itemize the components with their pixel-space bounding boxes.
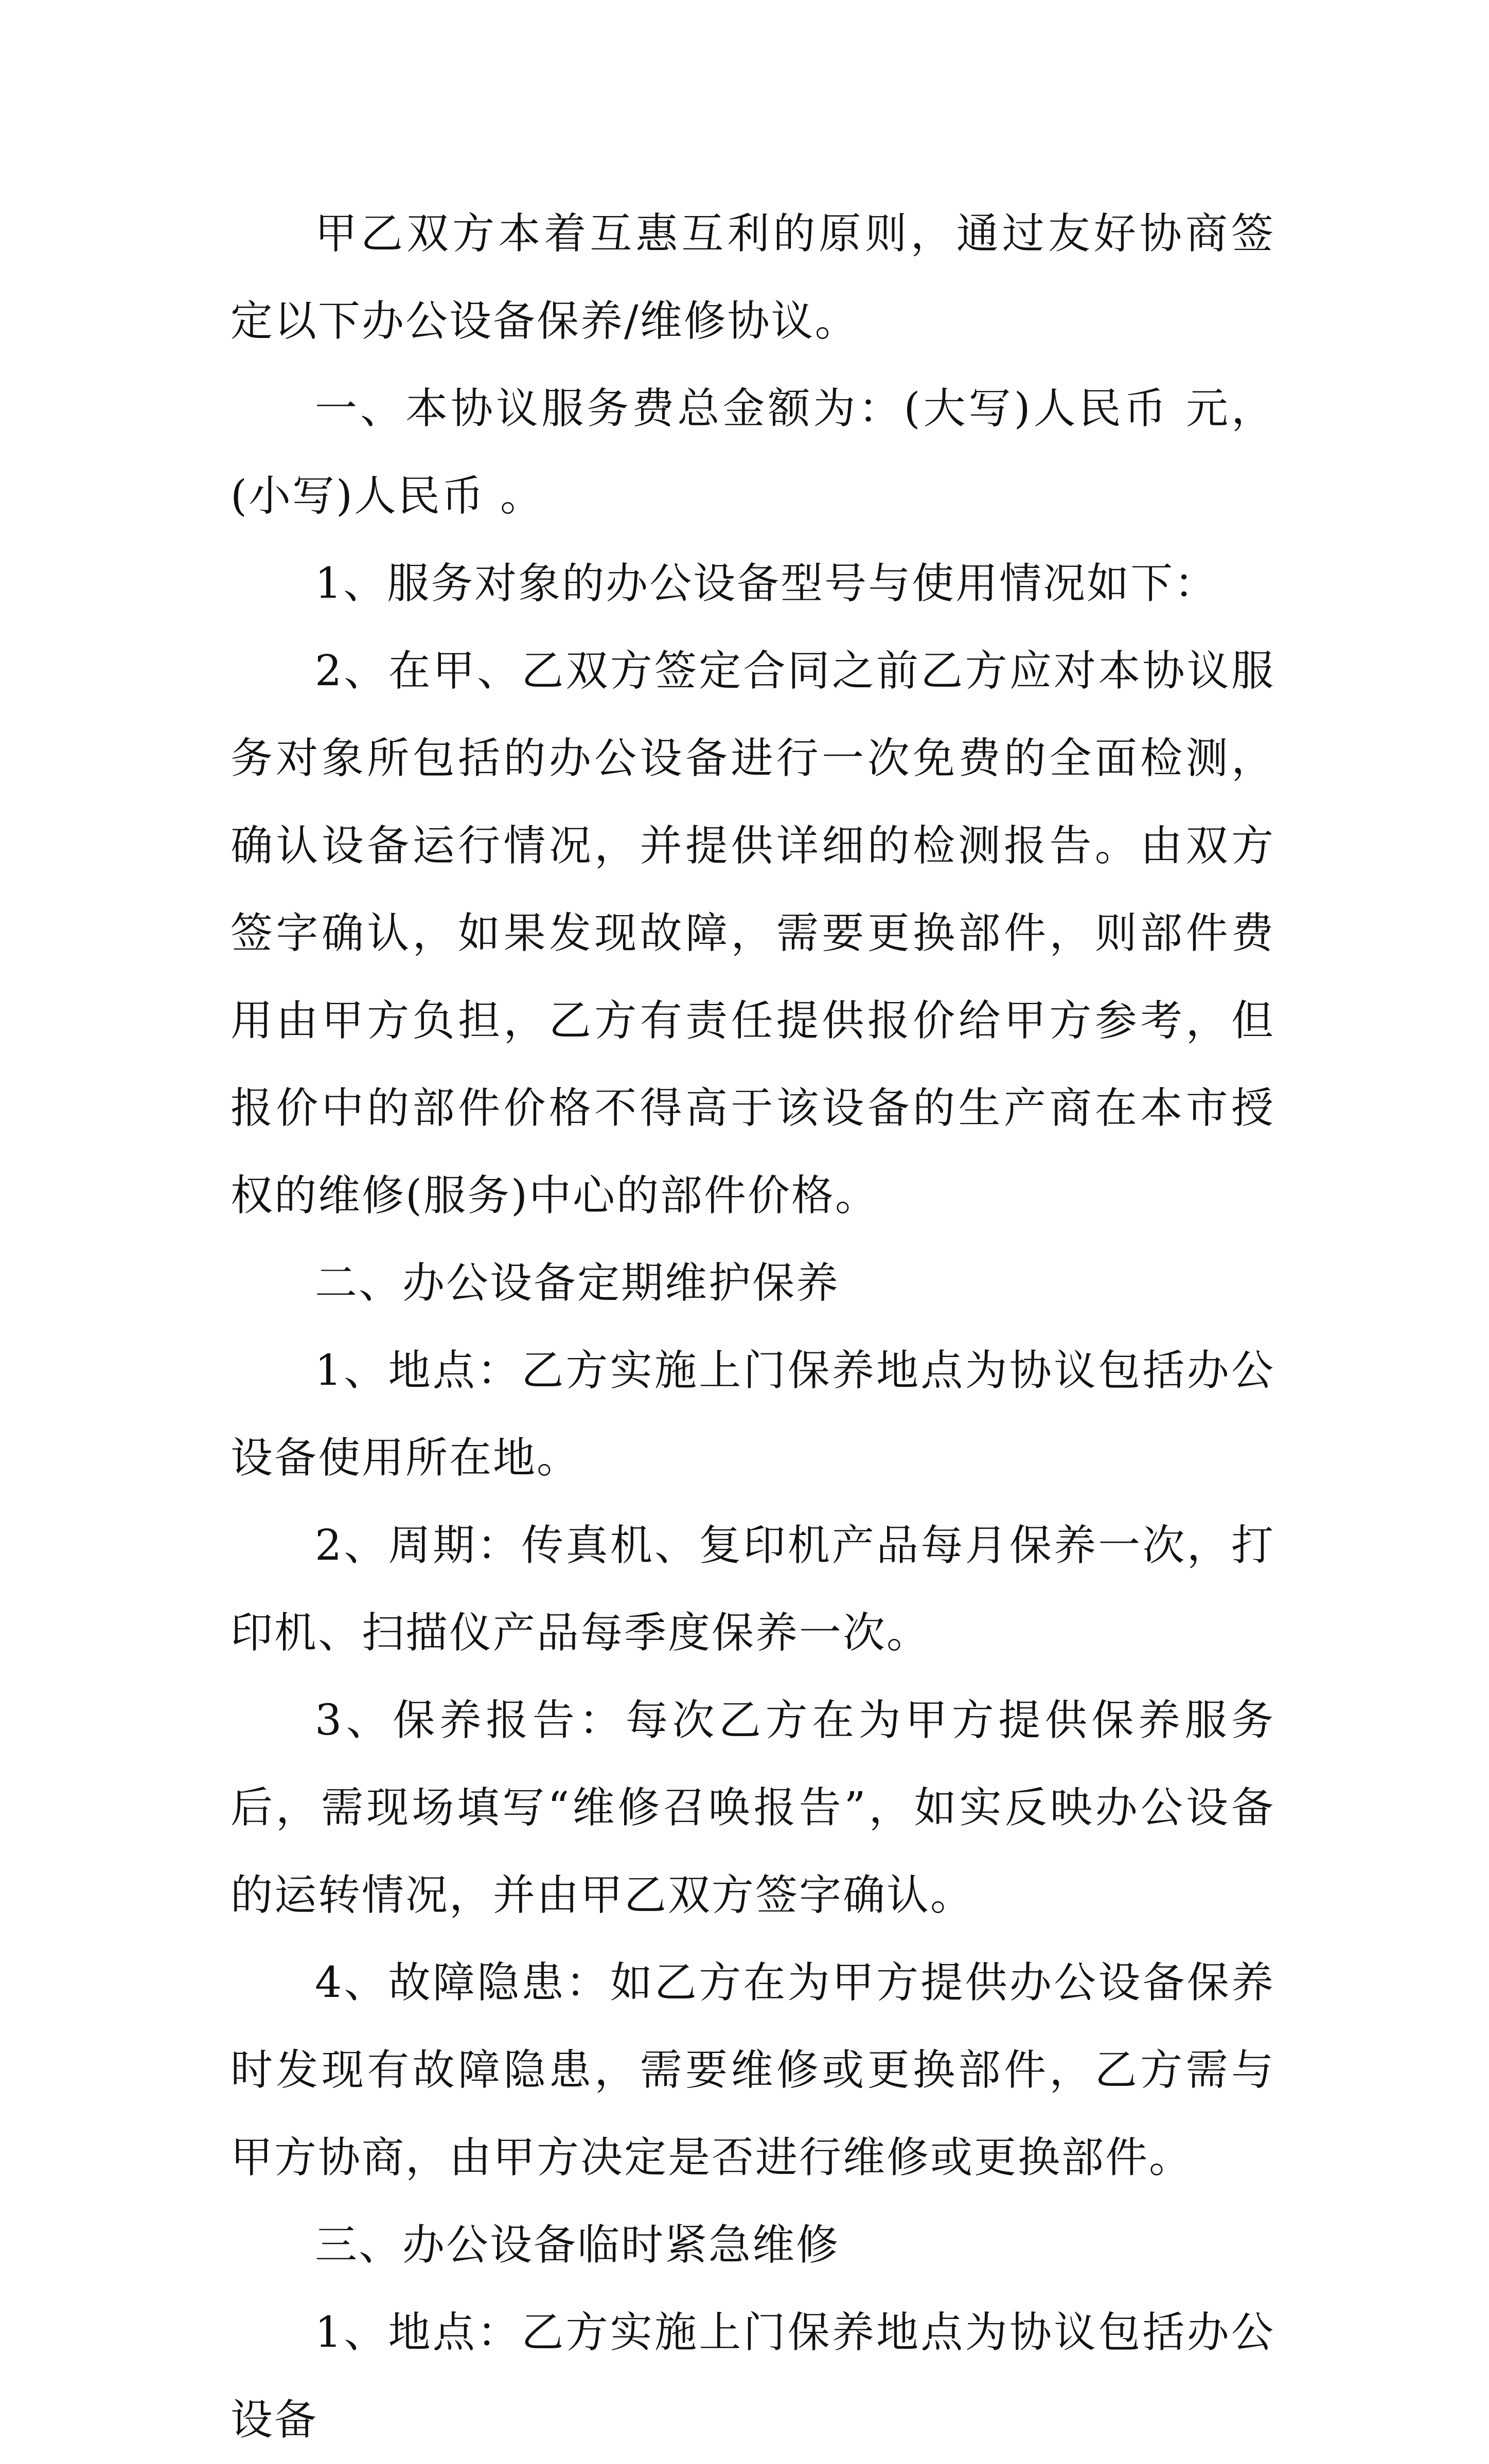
section-heading-2: 二、办公设备定期维护保养 xyxy=(315,1259,840,1308)
paragraph-report: 3、保养报告：每次乙方在为甲方提供保养服务后，需现场填写“维修召唤报告”，如实反映办公设备的运转情况，并由甲乙双方签字确认。 xyxy=(231,1696,1275,1920)
paragraph-intro: 甲乙双方本着互惠互利的原则，通过友好协商签定以下办公设备保养/维修协议。 xyxy=(231,209,1275,346)
section-heading-3: 三、办公设备临时紧急维修 xyxy=(315,2221,840,2270)
paragraph-emergency-location: 1、地点：乙方实施上门保养地点为协议包括办公设备 xyxy=(231,2308,1275,2444)
paragraph-hazard: 4、故障隐患：如乙方在为甲方提供办公设备保养时发现有故障隐患，需要维修或更换部件，乙方需与甲方协商，由甲方决定是否进行维修或更换部件。 xyxy=(231,1958,1275,2182)
paragraph-location: 1、地点：乙方实施上门保养地点为协议包括办公设备使用所在地。 xyxy=(231,1346,1275,1483)
paragraph-section-1-fee: 一、本协议服务费总金额为：(大写)人民币 元，(小写)人民币 。 xyxy=(231,384,1275,521)
paragraph-item-1-equipment: 1、服务对象的办公设备型号与使用情况如下： xyxy=(315,559,1218,608)
paragraph-period: 2、周期：传真机、复印机产品每月保养一次，打印机、扫描仪产品每季度保养一次。 xyxy=(231,1521,1275,1657)
document-body xyxy=(231,190,1275,2464)
paragraph-item-2-inspection: 2、在甲、乙双方签定合同之前乙方应对本协议服务对象所包括的办公设备进行一次免费的全面检测，确认设备运行情况，并提供详细的检测报告。由双方签字确认，如果发现故障，需要更换部件，则部件费用由甲方负担，乙方有责任提供报价给甲方参考，但报价中的部件价格不得高于该设备的生产商在本市授权的维修(服务)中心的部件价格。 xyxy=(231,647,1275,1220)
